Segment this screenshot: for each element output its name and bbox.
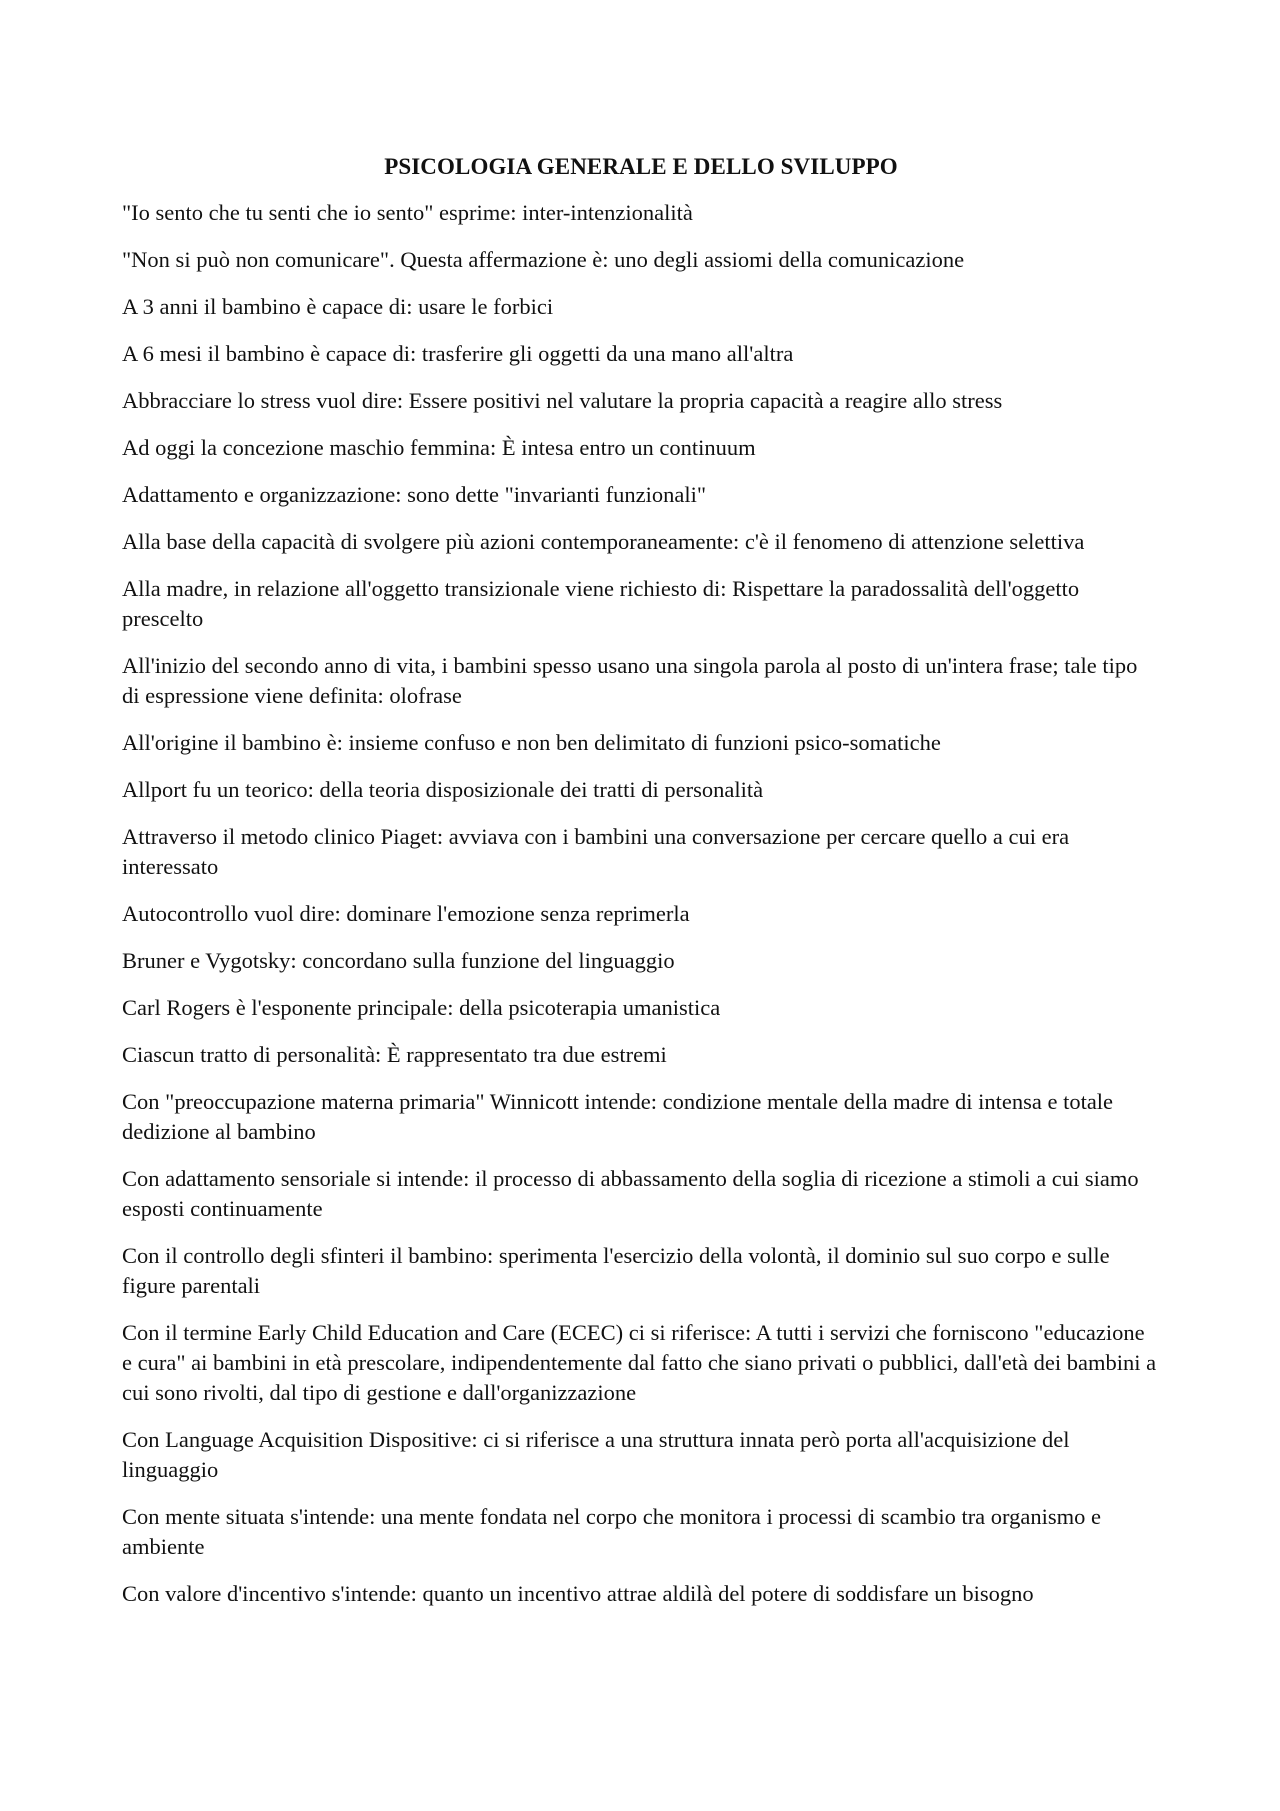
- list-item: Con "preoccupazione materna primaria" Winnicott intende: condizione mentale della madre di intensa e totale dedizione al bambino: [122, 1089, 1114, 1144]
- list-item: Ciascun tratto di personalità: È rappresentato tra due estremi: [122, 1042, 667, 1067]
- list-item: Attraverso il metodo clinico Piaget: avviava con i bambini una conversazione per cercare quello a cui era interessato: [122, 824, 1070, 879]
- entry-list: [122, 198, 1160, 1609]
- list-item: Carl Rogers è l'esponente principale: della psicoterapia umanistica: [122, 995, 721, 1020]
- list-item: Adattamento e organizzazione: sono dette "invarianti funzionali": [122, 482, 707, 507]
- list-item: Autocontrollo vuol dire: dominare l'emozione senza reprimerla: [122, 901, 690, 926]
- list-item: A 3 anni il bambino è capace di: usare le forbici: [122, 294, 554, 319]
- list-item: Alla madre, in relazione all'oggetto transizionale viene richiesto di: Rispettare la paradossalità dell'oggetto prescelto: [122, 576, 1080, 631]
- list-item: Ad oggi la concezione maschio femmina: È intesa entro un continuum: [122, 435, 756, 460]
- list-item: Con mente situata s'intende: una mente fondata nel corpo che monitora i processi di scambio tra organismo e ambiente: [122, 1504, 1101, 1559]
- list-item: Con Language Acquisition Dispositive: ci si riferisce a una struttura innata però porta all'acquisizione del linguaggio: [122, 1427, 1070, 1482]
- document-title: PSICOLOGIA GENERALE E DELLO SVILUPPO: [384, 154, 898, 179]
- list-item: Con valore d'incentivo s'intende: quanto un incentivo attrae aldilà del potere di soddisfare un bisogno: [122, 1581, 1034, 1606]
- list-item: Bruner e Vygotsky: concordano sulla funzione del linguaggio: [122, 948, 675, 973]
- list-item: All'origine il bambino è: insieme confuso e non ben delimitato di funzioni psico-somatiche: [122, 730, 941, 755]
- list-item: Con adattamento sensoriale si intende: il processo di abbassamento della soglia di ricezione a stimoli a cui siamo esposti continuamente: [122, 1166, 1139, 1221]
- list-item: Allport fu un teorico: della teoria disposizionale dei tratti di personalità: [122, 777, 764, 802]
- list-item: A 6 mesi il bambino è capace di: trasferire gli oggetti da una mano all'altra: [122, 341, 794, 366]
- list-item: Con il controllo degli sfinteri il bambino: sperimenta l'esercizio della volontà, il dominio sul suo corpo e sulle figure parentali: [122, 1243, 1110, 1298]
- list-item: "Non si può non comunicare". Questa affermazione è: uno degli assiomi della comunicazione: [122, 247, 965, 272]
- list-item: All'inizio del secondo anno di vita, i bambini spesso usano una singola parola al posto di un'intera frase; tale tipo di espressione viene definita: olofrase: [122, 653, 1138, 708]
- list-item: "Io sento che tu senti che io sento" esprime: inter-intenzionalità: [122, 200, 693, 225]
- list-item: Con il termine Early Child Education and Care (ECEC) ci si riferisce: A tutti i servizi che forniscono "educazione e cura" ai bambini in età prescolare, indipendentemente dal fatto che siano privati o pubblici, dall'età dei bambini a cui sono rivolti, dal tipo di gestione e dall'organizzazione: [122, 1320, 1157, 1405]
- list-item: Alla base della capacità di svolgere più azioni contemporaneamente: c'è il fenomeno di attenzione selettiva: [122, 529, 1085, 554]
- list-item: Abbracciare lo stress vuol dire: Essere positivi nel valutare la propria capacità a reagire allo stress: [122, 388, 1003, 413]
